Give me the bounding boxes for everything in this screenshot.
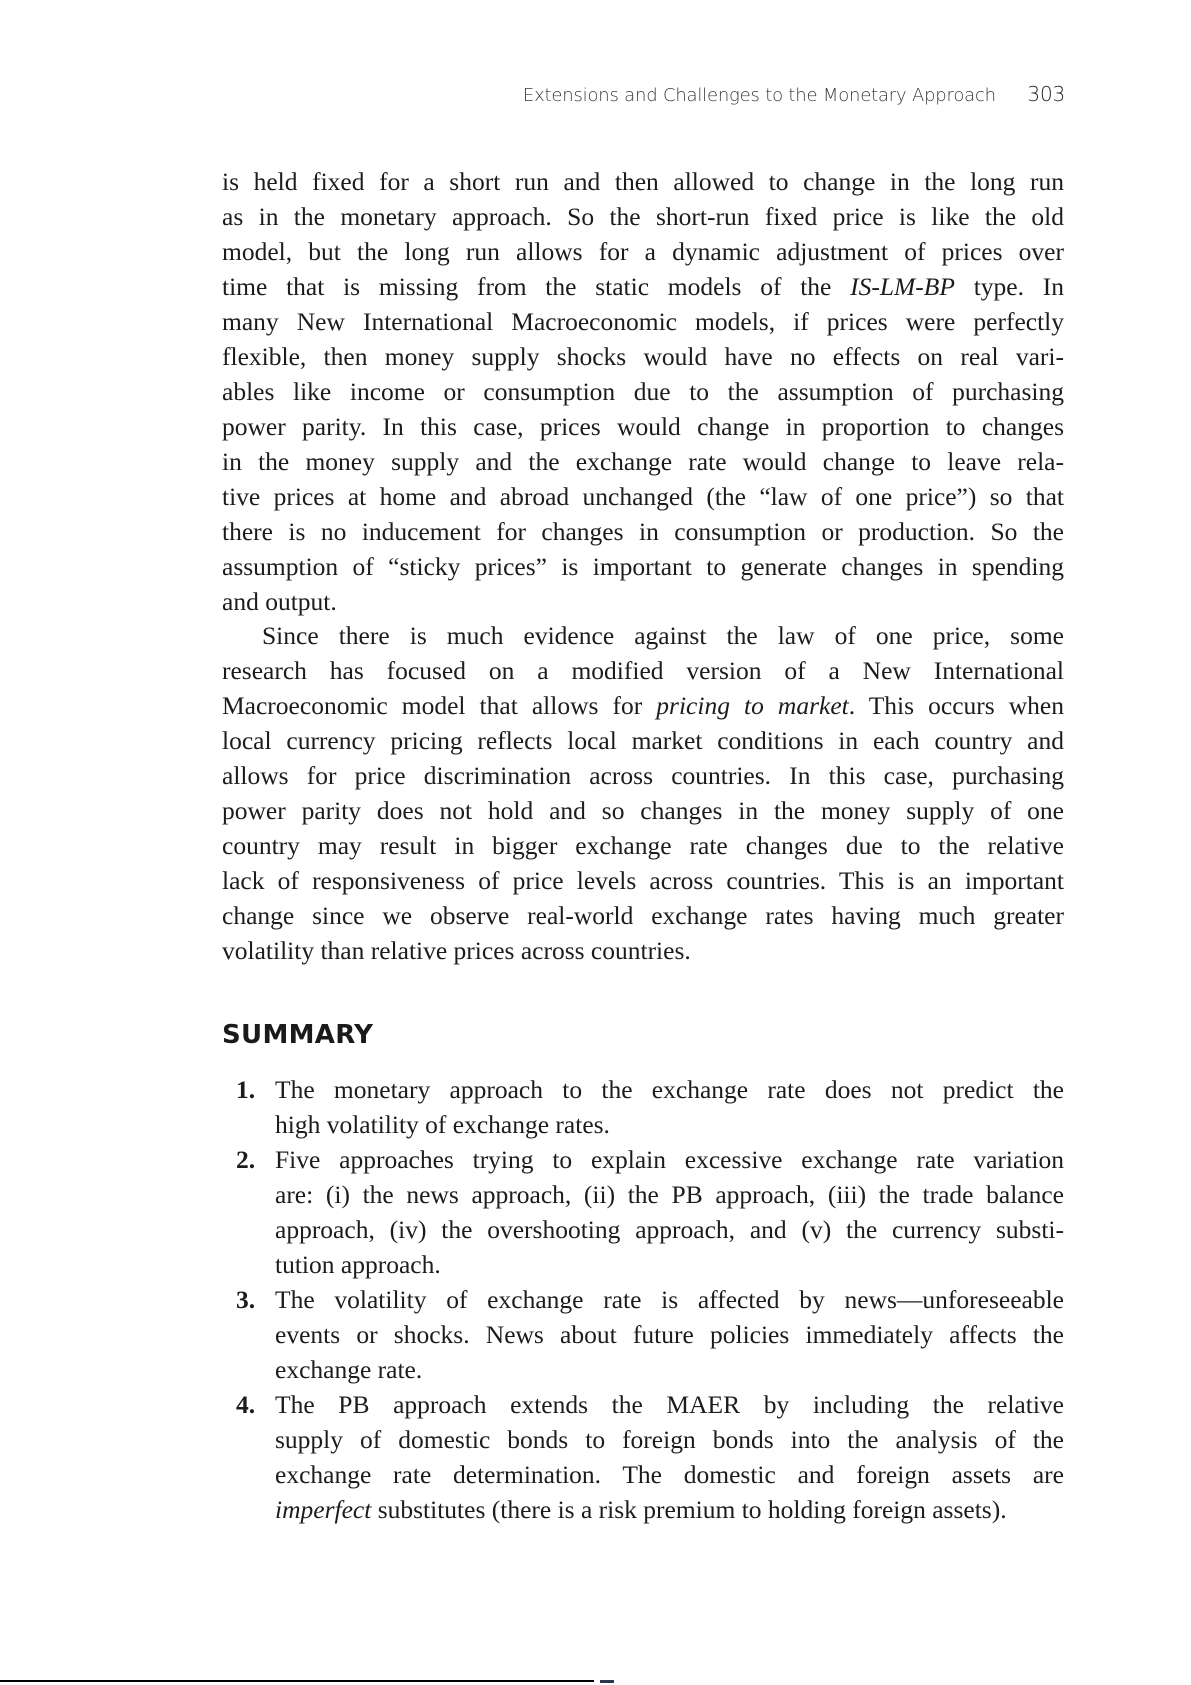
page-number: 303 xyxy=(1027,82,1065,106)
text-line: Macroeconomic model that allows for pricing to market. This occurs when xyxy=(222,691,1064,720)
text-line: country may result in bigger exchange rate changes due to the relative xyxy=(222,831,1064,860)
running-header xyxy=(523,82,1065,106)
text-line: local currency pricing reflects local market conditions in each country and xyxy=(222,726,1064,755)
text-line: tution approach. xyxy=(275,1250,441,1279)
text-line: allows for price discrimination across countries. In this case, purchasing xyxy=(222,761,1064,790)
text-line: flexible, then money supply shocks would have no effects on real vari- xyxy=(222,342,1064,371)
text-line: research has focused on a modified version of a New International xyxy=(222,656,1064,685)
summary-item xyxy=(222,1072,1064,1142)
text-line: ables like income or consumption due to the assumption of purchasing xyxy=(222,377,1064,406)
summary-item xyxy=(222,1387,1064,1527)
text-line: as in the monetary approach. So the short-run fixed price is like the old xyxy=(222,202,1064,231)
paragraph-1 xyxy=(222,164,1064,619)
section-heading-summary: SUMMARY xyxy=(222,1020,374,1050)
text-line: events or shocks. News about future policies immediately affects the xyxy=(275,1320,1064,1349)
text-line: change since we observe real-world exchange rates having much greater xyxy=(222,901,1064,930)
text-line: imperfect substitutes (there is a risk premium to holding foreign assets). xyxy=(275,1495,1007,1524)
text-line: lack of responsiveness of price levels across countries. This is an important xyxy=(222,866,1064,895)
text-line: is held fixed for a short run and then allowed to change in the long run xyxy=(222,167,1064,196)
summary-item xyxy=(222,1142,1064,1282)
text-line: The monetary approach to the exchange rate does not predict the xyxy=(275,1075,1064,1104)
paragraph-2 xyxy=(222,618,1064,968)
text-line: time that is missing from the static models of the IS-LM-BP type. In xyxy=(222,272,1064,301)
item-number: 1. xyxy=(236,1075,256,1104)
text-line: Since there is much evidence against the law of one price, some xyxy=(262,621,1064,650)
text-line: The volatility of exchange rate is affected by news—unforeseeable xyxy=(275,1285,1064,1314)
text-line: The PB approach extends the MAER by including the relative xyxy=(275,1390,1064,1419)
italic-emphasis: pricing to market xyxy=(656,691,849,720)
text-line: power parity. In this case, prices would change in proportion to changes xyxy=(222,412,1064,441)
text-line: model, but the long run allows for a dynamic adjustment of prices over xyxy=(222,237,1064,266)
summary-item xyxy=(222,1282,1064,1387)
footer-mark xyxy=(600,1680,614,1683)
text-line: there is no inducement for changes in consumption or production. So the xyxy=(222,517,1064,546)
text-line: exchange rate. xyxy=(275,1355,423,1384)
running-title: Extensions and Challenges to the Monetary Approach xyxy=(522,85,996,106)
italic-emphasis: imperfect xyxy=(275,1495,372,1524)
text-line: are: (i) the news approach, (ii) the PB approach, (iii) the trade balance xyxy=(275,1180,1064,1209)
text-line: high volatility of exchange rates. xyxy=(275,1110,610,1139)
text-line: volatility than relative prices across countries. xyxy=(222,936,691,965)
item-number: 2. xyxy=(236,1145,256,1174)
text-line: in the money supply and the exchange rate would change to leave rela- xyxy=(222,447,1064,476)
text-line: tive prices at home and abroad unchanged (the “law of one price”) so that xyxy=(222,482,1064,511)
text-line: supply of domestic bonds to foreign bonds into the analysis of the xyxy=(275,1425,1064,1454)
italic-emphasis: IS-LM-BP xyxy=(850,272,955,301)
text-line: power parity does not hold and so changes in the money supply of one xyxy=(222,796,1064,825)
text-line: many New International Macroeconomic models, if prices were perfectly xyxy=(222,307,1064,336)
item-number: 4. xyxy=(236,1390,256,1419)
footer-rule xyxy=(0,1680,594,1682)
text-line: exchange rate determination. The domestic and foreign assets are xyxy=(275,1460,1064,1489)
text-line: assumption of “sticky prices” is important to generate changes in spending xyxy=(222,552,1064,581)
text-line: Five approaches trying to explain excessive exchange rate variation xyxy=(275,1145,1064,1174)
summary-list xyxy=(222,1072,1064,1527)
text-line: and output. xyxy=(222,587,337,616)
item-number: 3. xyxy=(236,1285,256,1314)
text-line: approach, (iv) the overshooting approach, and (v) the currency substi- xyxy=(275,1215,1064,1244)
